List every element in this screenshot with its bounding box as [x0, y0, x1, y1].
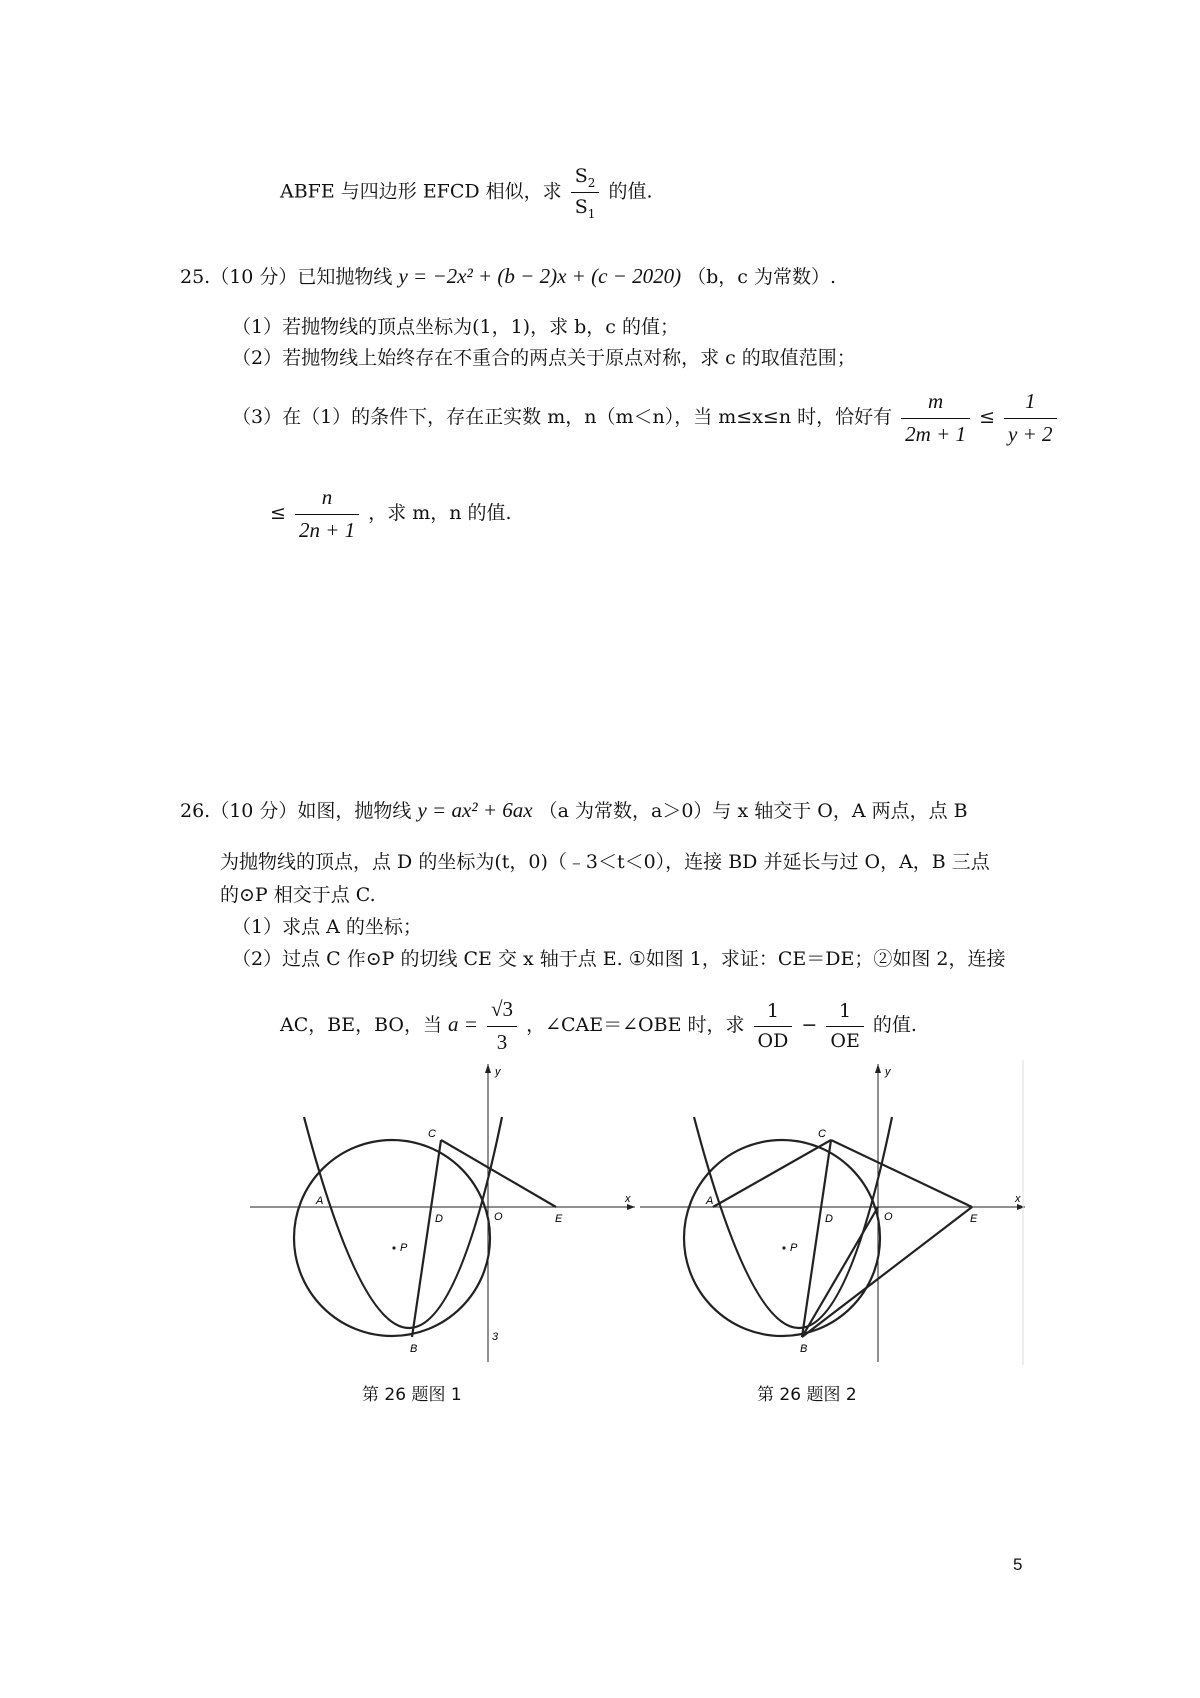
- q26-equation: y = ax² + 6ax: [417, 798, 533, 822]
- q26-heading: 26.（10 分）如图，抛物线 y = ax² + 6ax （a 为常数，a＞0）与 x 轴交于 O，A 两点，点 B: [180, 798, 968, 822]
- label-o: O: [494, 1211, 503, 1223]
- q25-part3: （3）在（1）的条件下，存在正实数 m，n（m＜n），当 m≤x≤n 时，恰好有 $\frac{m}{2m + 1}$ ≤ $\frac{1}{y + 2}$: [232, 386, 1060, 450]
- parabola: [304, 1117, 502, 1328]
- y-fraction: $\frac{1}{y + 2}$: [1004, 386, 1057, 450]
- label-y: y: [885, 1066, 891, 1078]
- label-d: D: [825, 1213, 833, 1225]
- s2-over-s1-fraction: $\frac{S_2}{S_1}$: [571, 162, 600, 223]
- q25-equation: y = −2x² + (b − 2)x + (c − 2020): [398, 264, 682, 288]
- label-p: P: [400, 1242, 408, 1254]
- page-number: 5: [1013, 1555, 1023, 1574]
- parabola: [694, 1117, 892, 1328]
- line-ac: [713, 1140, 831, 1207]
- label-three: 3: [492, 1331, 499, 1343]
- q25-part2: （2）若抛物线上始终存在不重合的两点关于原点对称，求 c 的取值范围；: [232, 347, 856, 369]
- label-y: y: [495, 1066, 501, 1078]
- label-a: A: [706, 1195, 714, 1207]
- label-a: A: [316, 1195, 324, 1207]
- figure-1-caption: 第 26 题图 1: [362, 1385, 462, 1405]
- q24-text: ABFE 与四边形 EFCD 相似，求: [280, 180, 562, 203]
- q25-part1: （1）若抛物线的顶点坐标为(1，1)，求 b，c 的值；: [232, 316, 679, 338]
- label-c: C: [818, 1128, 826, 1140]
- figure-1: [245, 1060, 645, 1370]
- label-o: O: [884, 1211, 893, 1223]
- line-be: [802, 1207, 972, 1337]
- q25-heading: 25.（10 分）已知抛物线 y = −2x² + (b − 2)x + (c − 2020) （b，c 为常数）.: [180, 264, 836, 288]
- label-e: E: [555, 1213, 563, 1225]
- circle-p: [294, 1140, 490, 1336]
- q26-part1: （1）求点 A 的坐标；: [232, 916, 422, 938]
- label-p: P: [790, 1242, 798, 1254]
- line-bc: [802, 1140, 831, 1337]
- sqrt3-over-3-fraction: $\frac{√3}{3}$: [487, 994, 517, 1058]
- label-b: B: [800, 1343, 808, 1355]
- label-b: B: [410, 1343, 418, 1355]
- y-axis-arrow: [875, 1064, 881, 1073]
- circle-p: [684, 1140, 880, 1336]
- y-axis-arrow: [485, 1064, 491, 1073]
- one-over-oe-fraction: $\frac{1}{OE}$: [826, 997, 863, 1055]
- figure-2: [640, 1060, 1040, 1370]
- one-over-od-fraction: $\frac{1}{OD}$: [754, 997, 793, 1055]
- line-ce: [441, 1140, 556, 1207]
- q26-part2: （2）过点 C 作⊙P 的切线 CE 交 x 轴于点 E. ①如图 1，求证：CE＝DE；②如图 2，连接: [232, 948, 1006, 970]
- line-bc: [412, 1140, 441, 1337]
- q26-part2-cont: AC，BE，BO，当 a = $\frac{√3}{3}$ ，∠CAE＝∠OBE 时，求 $\frac{1}{OD}$ − $\frac{1}{OE}$ 的值.: [280, 994, 917, 1058]
- q26-line3: 的⊙P 相交于点 C.: [220, 884, 376, 906]
- label-x: x: [625, 1193, 631, 1205]
- label-x: x: [1015, 1193, 1021, 1205]
- point-p: [392, 1246, 395, 1249]
- figure-2-caption: 第 26 题图 2: [757, 1385, 857, 1405]
- point-p: [782, 1246, 785, 1249]
- q26-line2: 为抛物线的顶点，点 D 的坐标为(t，0)（﹣3＜t＜0），连接 BD 并延长与过 O，A，B 三点: [220, 851, 990, 873]
- label-c: C: [428, 1128, 436, 1140]
- label-e: E: [970, 1213, 978, 1225]
- n-fraction: $\frac{n}{2n + 1}$: [295, 482, 359, 546]
- line-ce: [831, 1140, 972, 1207]
- label-d: D: [435, 1213, 443, 1225]
- m-fraction: $\frac{m}{2m + 1}$: [901, 386, 970, 450]
- q24-tail: ABFE 与四边形 EFCD 相似，求 $\frac{S_2}{S_1}$ 的值.: [280, 162, 653, 223]
- q25-part3-cont: ≤ $\frac{n}{2n + 1}$ ，求 m，n 的值.: [270, 482, 512, 546]
